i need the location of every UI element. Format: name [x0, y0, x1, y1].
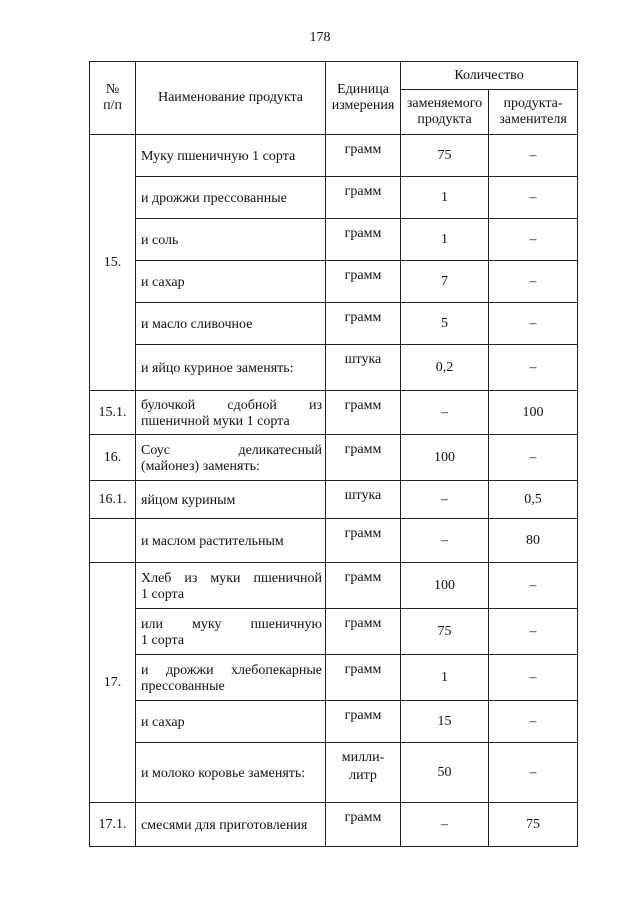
- header-substitute: продукта- заменителя: [489, 90, 578, 135]
- unit: грамм: [326, 701, 401, 743]
- replaced-qty: 5: [401, 303, 489, 345]
- product-name: смесями для приготовления: [136, 803, 326, 847]
- substitute-qty: 100: [489, 391, 578, 435]
- table-row: [90, 609, 578, 655]
- substitute-qty: –: [489, 655, 578, 701]
- replaced-qty: 7: [401, 261, 489, 303]
- replaced-qty: –: [401, 803, 489, 847]
- header-num: № п/п: [90, 62, 136, 135]
- unit: грамм: [326, 519, 401, 563]
- header-unit: Единица измерения: [326, 62, 401, 135]
- unit: грамм: [326, 435, 401, 481]
- unit: грамм: [326, 261, 401, 303]
- substitute-qty: –: [489, 609, 578, 655]
- table-row: [90, 701, 578, 743]
- row-number: [90, 519, 136, 563]
- page-number: 178: [309, 30, 331, 45]
- product-name: и дрожжи хлебопекарные прессованные: [136, 655, 326, 701]
- product-name: Соус деликатесный (майонез) заменять:: [136, 435, 326, 481]
- product-name: и яйцо куриное заменять:: [136, 345, 326, 391]
- row-number: 16.: [90, 435, 136, 481]
- row-number: 15.: [90, 135, 136, 391]
- substitute-qty: –: [489, 701, 578, 743]
- table-row: [90, 563, 578, 609]
- unit: грамм: [326, 655, 401, 701]
- table-row: [90, 219, 578, 261]
- substitution-table: [89, 61, 578, 847]
- product-name: и масло сливочное: [136, 303, 326, 345]
- table-row: [90, 135, 578, 177]
- replaced-qty: 75: [401, 135, 489, 177]
- replaced-qty: –: [401, 391, 489, 435]
- header-quantity: Количество: [401, 62, 578, 90]
- unit: грамм: [326, 609, 401, 655]
- table-row: [90, 481, 578, 519]
- row-number: 17.: [90, 563, 136, 803]
- replaced-qty: 1: [401, 655, 489, 701]
- unit: грамм: [326, 391, 401, 435]
- table-row: [90, 743, 578, 803]
- product-name: и соль: [136, 219, 326, 261]
- table-row: [90, 435, 578, 481]
- product-name: яйцом куриным: [136, 481, 326, 519]
- unit: грамм: [326, 219, 401, 261]
- product-name: Хлеб из муки пшеничной 1 сорта: [136, 563, 326, 609]
- unit: грамм: [326, 303, 401, 345]
- product-name: Муку пшеничную 1 сорта: [136, 135, 326, 177]
- table-row: [90, 519, 578, 563]
- unit: милли- литр: [326, 743, 401, 803]
- product-name: и молоко коровье заменять:: [136, 743, 326, 803]
- product-name: булочкой сдобной из пшеничной муки 1 сорта: [136, 391, 326, 435]
- substitute-qty: 0,5: [489, 481, 578, 519]
- product-name: или муку пшеничную 1 сорта: [136, 609, 326, 655]
- substitute-qty: –: [489, 563, 578, 609]
- table-row: [90, 391, 578, 435]
- replaced-qty: 75: [401, 609, 489, 655]
- table-row: [90, 345, 578, 391]
- product-name: и дрожжи прессованные: [136, 177, 326, 219]
- header-name: Наименование продукта: [136, 62, 326, 135]
- substitute-qty: –: [489, 743, 578, 803]
- replaced-qty: 50: [401, 743, 489, 803]
- row-number: 15.1.: [90, 391, 136, 435]
- substitute-qty: –: [489, 135, 578, 177]
- substitute-qty: 75: [489, 803, 578, 847]
- unit: грамм: [326, 563, 401, 609]
- product-name: и сахар: [136, 701, 326, 743]
- substitute-qty: –: [489, 219, 578, 261]
- unit: штука: [326, 481, 401, 519]
- replaced-qty: 1: [401, 177, 489, 219]
- substitute-qty: –: [489, 435, 578, 481]
- substitute-qty: –: [489, 177, 578, 219]
- table-row: [90, 655, 578, 701]
- replaced-qty: 15: [401, 701, 489, 743]
- unit: грамм: [326, 135, 401, 177]
- replaced-qty: 100: [401, 563, 489, 609]
- table-row: [90, 261, 578, 303]
- substitute-qty: –: [489, 261, 578, 303]
- unit: грамм: [326, 177, 401, 219]
- product-name: и маслом растительным: [136, 519, 326, 563]
- substitute-qty: 80: [489, 519, 578, 563]
- replaced-qty: –: [401, 519, 489, 563]
- product-name: и сахар: [136, 261, 326, 303]
- unit: штука: [326, 345, 401, 391]
- replaced-qty: –: [401, 481, 489, 519]
- header-replaced: заменяемого продукта: [401, 90, 489, 135]
- replaced-qty: 100: [401, 435, 489, 481]
- substitute-qty: –: [489, 345, 578, 391]
- table-row: [90, 303, 578, 345]
- substitute-qty: –: [489, 303, 578, 345]
- table-row: [90, 803, 578, 847]
- row-number: 16.1.: [90, 481, 136, 519]
- replaced-qty: 0,2: [401, 345, 489, 391]
- unit: грамм: [326, 803, 401, 847]
- replaced-qty: 1: [401, 219, 489, 261]
- row-number: 17.1.: [90, 803, 136, 847]
- table-row: [90, 177, 578, 219]
